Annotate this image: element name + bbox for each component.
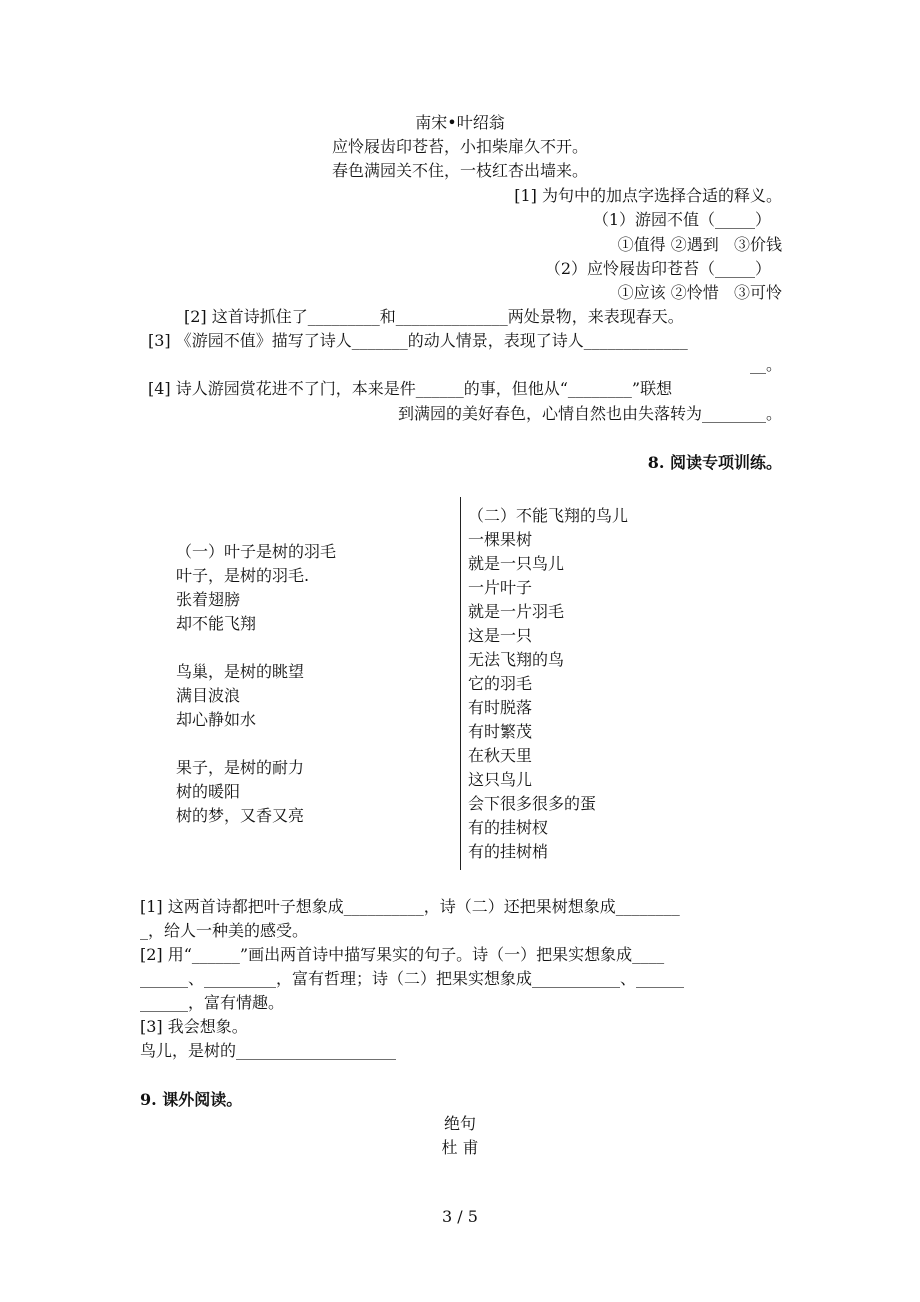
poem-b-line: 一棵果树 [468,530,533,549]
question-text: ______、_________，富有哲理；诗（二）把果实想象成___________、______ [140,969,685,988]
question-item: （1）游园不值（_____） [592,210,771,229]
answer-options: ①值得 ②遇到 ③价钱 [617,235,782,254]
poem-b-line: 就是一片羽毛 [468,602,565,621]
poem-line: 应怜屐齿印苍苔，小扣柴扉久不开。 [331,137,588,156]
question-prompt: [1] 为句中的加点字选择合适的释义。 [514,186,782,205]
page-number: 3 / 5 [442,1207,478,1226]
poem-a-line: 树的梦，又香又亮 [176,806,305,825]
poem-a-line: 满目波浪 [176,686,241,705]
poem-b-line: 无法飞翔的鸟 [468,650,565,669]
question-text: [3] 《游园不值》描写了诗人_______的动人情景，表现了诗人_____________ [148,331,688,350]
poem-b-line: 就是一只鸟儿 [468,554,565,573]
poem-b-title: （二）不能飞翔的鸟儿 [468,506,629,525]
question-text: 到满园的美好春色，心情自然也由失落转为________。 [397,404,782,423]
poem-a-line: 却心静如水 [176,710,257,729]
answer-options: ①应该 ②怜惜 ③可怜 [617,283,782,302]
poem-b-line: 它的羽毛 [468,674,533,693]
poem-b-line: 有的挂树杈 [468,818,549,837]
poem-b-line: 在秋天里 [468,746,533,765]
poem-b-line: 有时繁茂 [468,722,533,741]
question-text: [2] 这首诗抓住了_________和______________两处景物，来表现春天。 [184,307,684,326]
poem-a-title: （一）叶子是树的羽毛 [176,542,337,561]
question-text: [1] 这两首诗都把叶子想象成__________，诗（二）还把果树想象成________ [140,897,680,916]
poem-author: 南宋•叶绍翁 [415,113,505,132]
section-heading: 9. 课外阅读。 [140,1090,243,1109]
poem-a-line: 果子，是树的耐力 [176,758,305,777]
question-text: __。 [749,355,782,374]
poem-line: 春色满园关不住，一枝红杏出墙来。 [331,161,588,180]
poem-a-line: 张着翅膀 [176,590,241,609]
poem-title: 绝句 [443,1114,476,1133]
poem-a-line: 叶子，是树的羽毛. [176,566,310,585]
poem-b-line: 有的挂树梢 [468,842,549,861]
question-item: （2）应怜屐齿印苍苔（_____） [544,259,771,278]
poem-author: 杜 甫 [441,1138,479,1157]
question-text: [2] 用“______”画出两首诗中描写果实的句子。诗（一）把果实想象成____ [140,945,665,964]
poem-b-line: 会下很多很多的蛋 [468,794,597,813]
question-text: ______，富有情趣。 [140,993,285,1012]
column-divider [460,497,461,870]
poem-a-line: 鸟巢，是树的眺望 [176,662,305,681]
question-text: [4] 诗人游园赏花进不了门，本来是件______的事，但他从“________”联想 [148,379,673,398]
question-text: 鸟儿，是树的____________________ [140,1041,397,1060]
question-text: [3] 我会想象。 [140,1017,248,1036]
poem-b-line: 这是一只 [468,626,533,645]
poem-b-line: 这只鸟儿 [468,770,533,789]
question-text: _，给人一种美的感受。 [140,921,309,940]
poem-b-line: 有时脱落 [468,698,533,717]
poem-b-line: 一片叶子 [468,578,533,597]
section-heading: 8. 阅读专项训练。 [647,453,782,472]
poem-a-line: 却不能飞翔 [176,614,257,633]
poem-a-line: 树的暖阳 [176,782,241,801]
